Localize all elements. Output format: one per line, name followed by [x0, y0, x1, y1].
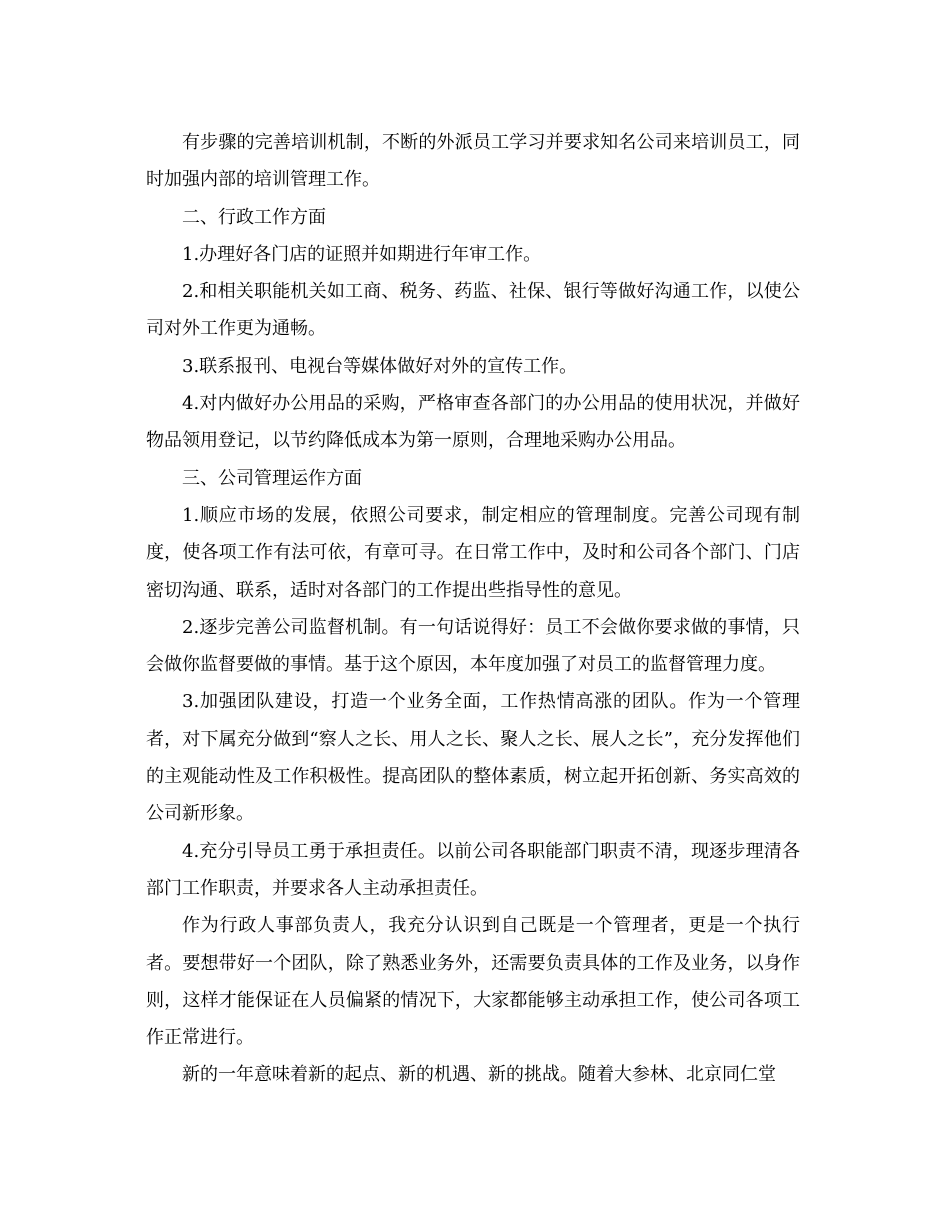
paragraph-management-item-2: 2.逐步完善公司监督机制。有一句话说得好：员工不会做你要求做的事情，只会做你监督要做的事情。基于这个原因，本年度加强了对员工的监督管理力度。 [146, 616, 800, 676]
paragraph-management-item-1: 1.顺应市场的发展，依照公司要求，制定相应的管理制度。完善公司现有制度，使各项工作有法可依，有章可寻。在日常工作中，及时和公司各个部门、门店密切沟通、联系，适时对各部门的工作提出些指导性的意见。 [146, 504, 800, 601]
paragraph-admin-item-2: 2.和相关职能机关如工商、税务、药监、社保、银行等做好沟通工作，以使公司对外工作更为通畅。 [146, 281, 800, 340]
paragraph-admin-item-4: 4.对内做好办公用品的采购，严格审查各部门的办公用品的使用状况，并做好物品领用登记，以节约降低成本为第一原则，合理地采购办公用品。 [146, 393, 800, 452]
paragraph-new-year: 新的一年意味着新的起点、新的机遇、新的挑战。随着大参林、北京同仁堂 [182, 1064, 776, 1086]
section-heading-administration: 二、行政工作方面 [182, 206, 326, 228]
document-body [146, 124, 800, 1094]
paragraph-responsibility: 作为行政人事部负责人，我充分认识到自己既是一个管理者，更是一个执行者。要想带好一个团队，除了熟悉业务外，还需要负责具体的工作及业务，以身作则，这样才能保证在人员偏紧的情况下，大家都能够主动承担工作，使公司各项工作正常进行。 [146, 915, 800, 1049]
paragraph-management-item-4: 4.充分引导员工勇于承担责任。以前公司各职能部门职责不清，现逐步理清各部门工作职责，并要求各人主动承担责任。 [146, 840, 800, 899]
paragraph-training-mechanism: 有步骤的完善培训机制，不断的外派员工学习并要求知名公司来培训员工，同时加强内部的培训管理工作。 [146, 132, 800, 191]
section-heading-management: 三、公司管理运作方面 [182, 467, 362, 489]
paragraph-admin-item-1: 1.办理好各门店的证照并如期进行年审工作。 [182, 243, 542, 265]
paragraph-management-item-3: 3.加强团队建设，打造一个业务全面，工作热情高涨的团队。作为一个管理者，对下属充分做到“察人之长、用人之长、聚人之长、展人之长”，充分发挥他们的主观能动性及工作积极性。提高团队的整体素质，树立起开拓创新、务实高效的公司新形象。 [146, 691, 800, 825]
paragraph-admin-item-3: 3.联系报刊、电视台等媒体做好对外的宣传工作。 [182, 355, 578, 377]
